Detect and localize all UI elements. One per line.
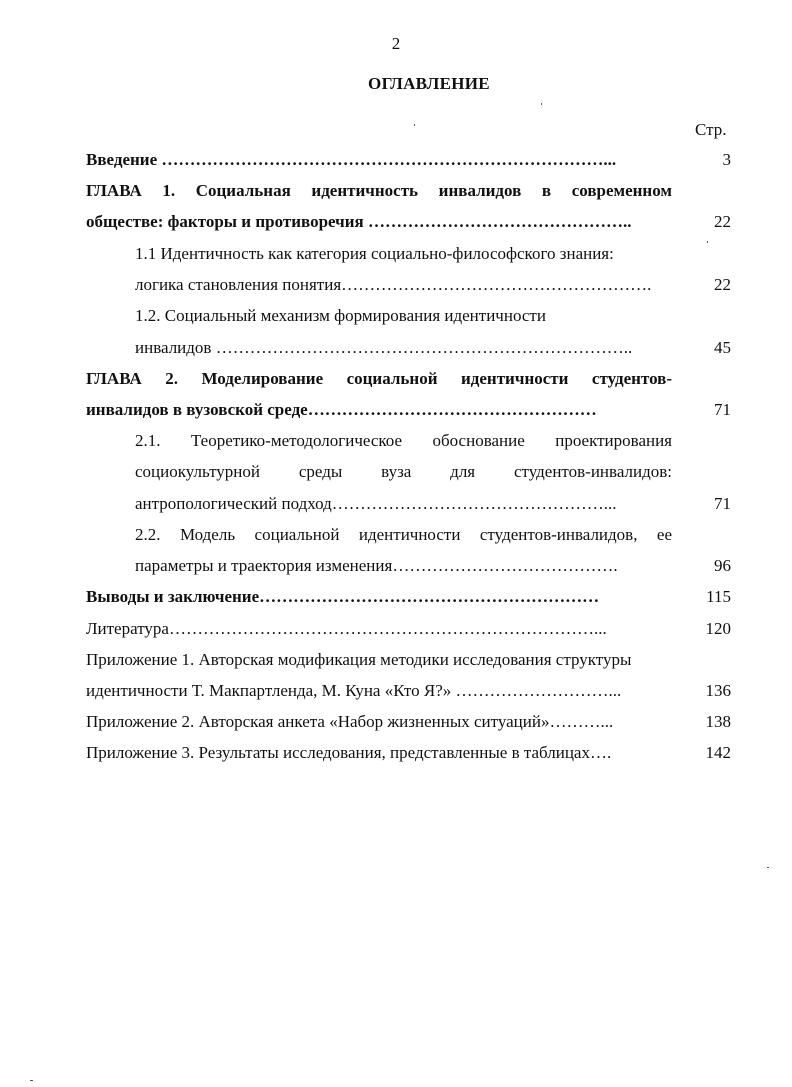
toc-entry-section-2-1-cont: социокультурной среды вуза для студентов-инвалидов:	[135, 462, 672, 481]
toc-entry-introduction: Введение ……………………………………………………………………...	[86, 150, 617, 169]
toc-entry-section-1-2: 1.2. Социальный механизм формирования идентичности	[135, 306, 546, 325]
toc-page-section-2-1: 71	[714, 494, 731, 513]
toc-entry-chapter-1-cont: обществе: факторы и противоречия ………………………………………..	[86, 212, 632, 231]
toc-page-introduction: 3	[722, 150, 731, 169]
toc-page-appendix-1: 136	[705, 681, 731, 700]
scan-speck	[414, 124, 415, 126]
page-title: ОГЛАВЛЕНИЕ	[368, 74, 490, 93]
toc-entry-literature: Литература…………………………………………………………………...	[86, 619, 607, 638]
toc-entry-chapter-2: ГЛАВА 2. Моделирование социальной идентичности студентов-	[86, 369, 672, 388]
toc-entry-appendix-1: Приложение 1. Авторская модификация методики исследования структуры	[86, 650, 632, 669]
toc-entry-chapter-2-cont: инвалидов в вузовской среде……………………………………………	[86, 400, 597, 419]
toc-entry-appendix-1-cont: идентичности Т. Макпартленда, М. Куна «Кто Я?» ………………………...	[86, 681, 622, 700]
toc-entry-conclusion: Выводы и заключение……………………………………………………	[86, 587, 600, 606]
toc-page-section-1-1: 22	[714, 275, 731, 294]
toc-entry-section-1-1: 1.1 Идентичность как категория социально-философского знания:	[135, 244, 614, 263]
scan-speck	[30, 1080, 33, 1081]
toc-page-chapter-2: 71	[714, 400, 731, 419]
toc-entry-section-2-2: 2.2. Модель социальной идентичности студентов-инвалидов, ее	[135, 525, 672, 544]
toc-page-conclusion: 115	[706, 587, 731, 606]
scan-speck	[541, 103, 542, 105]
toc-page-section-1-2: 45	[714, 338, 731, 357]
toc-page-appendix-2: 138	[705, 712, 731, 731]
toc-entry-appendix-3: Приложение 3. Результаты исследования, представленные в таблицах….	[86, 743, 612, 762]
scan-speck	[767, 867, 769, 868]
scan-speck	[707, 241, 708, 243]
toc-page-literature: 120	[705, 619, 731, 638]
toc-entry-section-1-2-cont: инвалидов ………………………………………………………………..	[135, 338, 633, 357]
toc-entry-section-2-1: 2.1. Теоретико-методологическое обоснование проектирования	[135, 431, 672, 450]
toc-entry-appendix-2: Приложение 2. Авторская анкета «Набор жизненных ситуаций»………...	[86, 712, 614, 731]
toc-page-section-2-2: 96	[714, 556, 731, 575]
toc-page-chapter-1: 22	[714, 212, 731, 231]
page-column-header: Стр.	[695, 120, 727, 139]
toc-entry-section-2-2-cont: параметры и траектория изменения………………………………….	[135, 556, 618, 575]
toc-entry-section-1-1-cont: логика становления понятия……………………………………………….	[135, 275, 652, 294]
toc-page-appendix-3: 142	[705, 743, 731, 762]
toc-entry-chapter-1: ГЛАВА 1. Социальная идентичность инвалидов в современном	[86, 181, 672, 200]
toc-entry-section-2-1-cont2: антропологический подход…………………………………………...	[135, 494, 617, 513]
page-number: 2	[391, 34, 401, 53]
